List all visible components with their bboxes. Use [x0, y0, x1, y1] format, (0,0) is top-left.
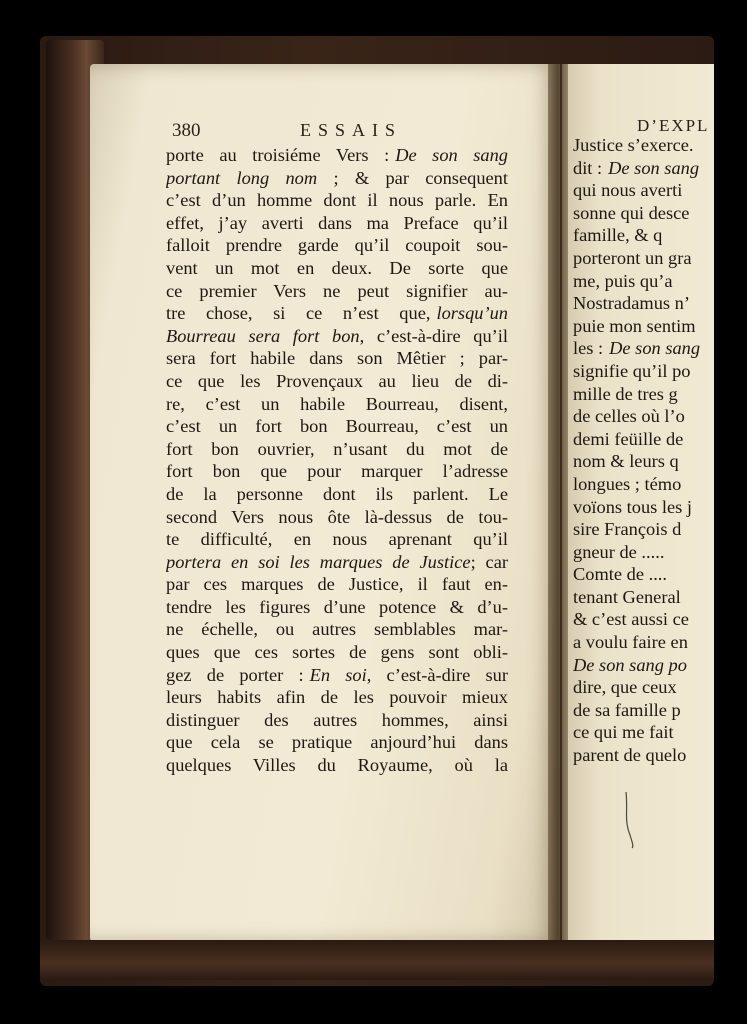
italic-phrase: Bourreau sera fort bon [166, 325, 360, 346]
text-line [166, 551, 508, 574]
text-span: nom & leurs q [573, 451, 679, 472]
text-line [166, 709, 508, 732]
text-line [573, 179, 747, 202]
text-span: & c’est aussi ce [573, 609, 689, 630]
text-line [573, 428, 747, 451]
text-span: fort bon que pour marquer l’adresse [166, 461, 508, 482]
text-span: de celles où l’o [573, 406, 685, 427]
text-line [166, 325, 508, 348]
text-span: qui nous averti [573, 180, 683, 201]
text-span: sonne qui desce [573, 202, 690, 223]
text-span: a voulu faire en [573, 632, 688, 653]
text-line [166, 144, 508, 167]
text-span: signifie qu’il po [573, 360, 691, 381]
text-span: sera fort habile dans son Mêtier ; par- [166, 348, 508, 369]
text-line [573, 654, 747, 677]
text-line [573, 405, 747, 428]
text-line [166, 189, 508, 212]
text-span: parent de quelo [573, 745, 687, 766]
text-line [573, 224, 747, 247]
text-span: les : [573, 338, 604, 359]
text-line [573, 315, 747, 338]
italic-phrase: De son sang [608, 157, 700, 178]
text-line [166, 573, 508, 596]
text-span: que cela se pratique anjourd’hui dans [166, 732, 508, 753]
text-line [166, 460, 508, 483]
text-span: vent un mot en deux. De sorte que [166, 257, 508, 278]
text-span: leurs habits afin de les pouvoir mieux [166, 687, 508, 708]
text-span: Justice s’exerce. [573, 135, 694, 155]
text-span: ce que les Provençaux au lieu de di- [166, 370, 508, 391]
text-line [166, 302, 508, 325]
text-span: gez de porter : [166, 664, 304, 685]
italic-phrase: portant long nom [166, 167, 318, 188]
text-line [166, 415, 508, 438]
text-span: par ces marques de Justice, il faut en- [166, 574, 508, 595]
text-span: fort bon ouvrier, n’usant du mot de [166, 438, 508, 459]
text-span: me, puis qu’a [573, 270, 673, 291]
text-span: de la personne dont ils parlent. Le [166, 483, 508, 504]
italic-phrase: portera en soi les marques de Justice [166, 551, 471, 572]
text-line [166, 618, 508, 641]
text-span: tendre les figures d’une potence & d’u- [166, 596, 508, 617]
text-line [166, 528, 508, 551]
right-page-text [573, 134, 747, 767]
text-span: sire François d [573, 519, 682, 540]
text-line [573, 631, 747, 654]
text-line [573, 563, 747, 586]
text-line [166, 393, 508, 416]
text-span: , c’est-à-dire qu’il [359, 325, 508, 346]
text-line [166, 731, 508, 754]
italic-phrase: lorsqu’un [436, 303, 508, 324]
text-line [166, 167, 508, 190]
text-line [166, 212, 508, 235]
text-line [166, 234, 508, 257]
text-line [573, 450, 747, 473]
text-span: Comte de .... [573, 564, 667, 585]
text-span: demi feüille de [573, 428, 684, 449]
text-span: mille de tres g [573, 383, 678, 404]
text-span: dit : [573, 157, 603, 178]
text-line [573, 676, 747, 699]
text-line [166, 686, 508, 709]
text-span: distinguer des autres hommes, ainsi [166, 709, 508, 730]
text-span: porte au troisiéme Vers : [166, 145, 390, 165]
text-line [166, 506, 508, 529]
text-span: porteront un gra [573, 247, 692, 268]
page-number: 380 [172, 120, 201, 141]
italic-phrase: En soi [309, 664, 367, 685]
text-span: c’est un fort bon Bourreau, c’est un [166, 416, 508, 437]
text-span: de sa famille p [573, 699, 681, 720]
text-span: longues ; témo [573, 473, 682, 494]
text-line [166, 257, 508, 280]
book-bottom-board [40, 940, 714, 980]
running-head-left: ESSAIS [300, 120, 403, 140]
running-head-right: D’EXPL [637, 116, 710, 135]
text-line [573, 721, 747, 744]
italic-phrase: De son sang [609, 338, 701, 359]
text-span: ne échelle, ou autres semblables mar- [166, 619, 508, 640]
text-span: dire, que ceux [573, 677, 677, 698]
text-line [573, 586, 747, 609]
text-span: te difficulté, en nous aprenant qu’il [166, 529, 508, 550]
text-line [166, 596, 508, 619]
book-gutter [548, 64, 568, 944]
text-span: ; car [470, 551, 508, 572]
text-line [166, 664, 508, 687]
text-span: falloit prendre garde qu’il coupoit sou- [166, 235, 508, 256]
text-span: second Vers nous ôte là-dessus de tou- [166, 506, 508, 527]
text-line [573, 134, 747, 157]
text-line [573, 337, 747, 360]
text-line [573, 247, 747, 270]
text-line [573, 518, 747, 541]
text-line [166, 370, 508, 393]
italic-phrase: De son sang [395, 145, 508, 165]
text-span: gneur de ..... [573, 541, 665, 562]
text-line [573, 744, 747, 767]
text-span: tre chose, si ce n’est que, [166, 303, 431, 324]
text-span: effet, j’ay averti dans ma Preface qu’il [166, 212, 508, 233]
text-span: voïons tous les j [573, 496, 693, 517]
text-span: tenant General [573, 586, 681, 607]
text-span: c’est d’un homme dont il nous parle. En [166, 190, 508, 211]
italic-phrase: De son sang po [573, 654, 687, 675]
left-page-text [166, 144, 508, 777]
text-span: Nostradamus n’ [573, 293, 690, 314]
text-span: ; & par consequent [317, 167, 508, 188]
left-page-header [172, 120, 512, 144]
text-line [573, 292, 747, 315]
text-span: ce qui me fait [573, 722, 674, 743]
pencil-mark [620, 790, 640, 850]
text-line [166, 641, 508, 664]
text-span: famille, & q [573, 225, 663, 246]
text-span: ques que ces sortes de gens sont obli- [166, 642, 508, 663]
text-line [573, 496, 747, 519]
text-line [166, 754, 508, 777]
text-line [573, 699, 747, 722]
text-line [573, 360, 747, 383]
text-line [166, 347, 508, 370]
text-span: quelques Villes du Royaume, où la [166, 755, 508, 776]
text-line [573, 473, 747, 496]
text-span: re, c’est un habile Bourreau, disent, [166, 393, 508, 414]
text-line [166, 483, 508, 506]
text-line [573, 383, 747, 406]
text-line [166, 438, 508, 461]
text-line [573, 202, 747, 225]
text-span: ce premier Vers ne peut signifier au- [166, 280, 508, 301]
text-span: puie mon sentim [573, 315, 696, 336]
text-span: , c’est-à-dire sur [366, 664, 508, 685]
text-line [573, 270, 747, 293]
text-line [573, 608, 747, 631]
text-line [573, 541, 747, 564]
text-line [573, 157, 747, 180]
text-line [166, 280, 508, 303]
